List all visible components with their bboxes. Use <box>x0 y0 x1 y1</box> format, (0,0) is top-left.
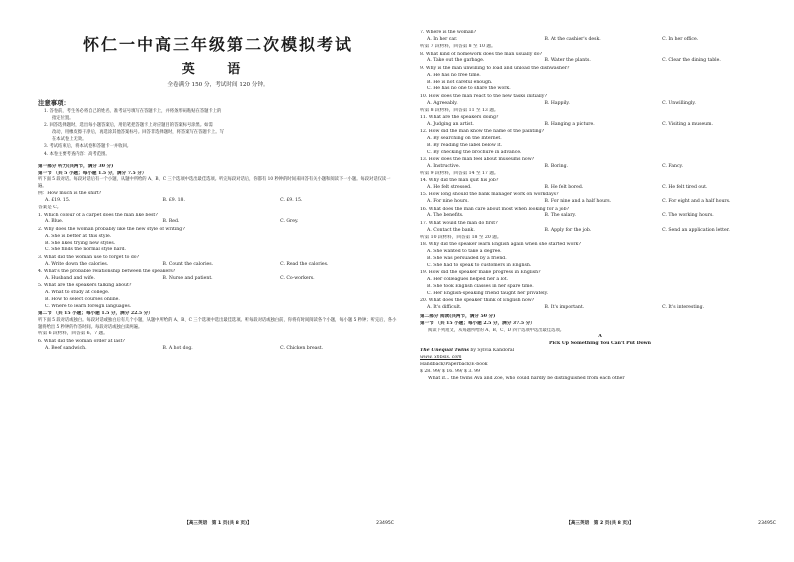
note-line: 3. 考试结束后，将本试卷和答题卡一并收回。 <box>44 144 132 150</box>
option: B. For nine and a half hours. <box>544 199 612 205</box>
part1-heading: 第一部分 听力(共两节，满分 30 分) <box>38 163 114 169</box>
option: B. Boring. <box>544 163 569 169</box>
option: A. The benefits. <box>427 213 464 219</box>
option: A. £19. 15. <box>45 198 71 204</box>
question-options <box>420 185 780 192</box>
question: 8. What kind of homework does the man usually do? <box>420 51 542 57</box>
reading-directions: 阅读下列短文，从每题所给的 A、B、C、D 四个选项中选出最佳选项。 <box>428 327 565 333</box>
question: 14. Why did the man quit his job? <box>420 178 499 184</box>
option: C. Grey. <box>280 219 299 225</box>
question: 6. What did the woman order at last? <box>38 338 125 344</box>
option: C. Her English-speaking friend taught her privately. <box>427 290 549 296</box>
option: C. She finds the normal style hard. <box>45 247 127 253</box>
question: 13. How does the man feel about museums now? <box>420 157 535 163</box>
option: C. Fancy. <box>662 163 683 169</box>
option: B. A hot dog. <box>162 345 193 351</box>
book-url: www. xhbsls. com <box>420 355 462 361</box>
reading-section1-heading: 第一节 （共 15 小题；每小题 2.5 分，满分 37.5 分） <box>420 320 535 326</box>
section2-directions: 听下面 5 段对话或独白。每段对话或独白后有几个小题，从题中所给的 A、B、C 三个选项中选出最佳选项。听每段对话或独白前，你将有时间阅读各个小题，每小题 5 秒钟；听完后，各小题将给出 5 秒钟的作答时间。每段对话或独白读两遍。 <box>38 317 397 330</box>
option: B. She took English classes in her spare time. <box>427 283 534 289</box>
material-note: 听第 8 段材料，回答第 11 至 13 题。 <box>420 107 499 113</box>
question: 10. How does the man react to the new tasks initially? <box>420 93 547 99</box>
passage-letter: A <box>598 334 602 340</box>
question: 20. What does the speaker think of English now? <box>420 297 535 303</box>
notes-heading: 注意事项： <box>38 99 70 107</box>
notes-list <box>38 108 398 158</box>
option: C. The working hours. <box>662 213 714 219</box>
option: B. £9. 18. <box>162 198 185 204</box>
question: 2. Why does the woman probably like the new style of writing? <box>38 226 185 232</box>
option: A. Agreeably. <box>427 100 458 106</box>
book-title: The Unequal Twins <box>420 348 469 354</box>
section1-heading: 第一节 （共 5 小题；每小题 1.5 分，满分 7.5 分） <box>38 170 147 176</box>
option: B. She was persuaded by a friend. <box>427 255 507 261</box>
option: A. Instructive. <box>427 163 461 169</box>
option: A. It's difficult. <box>427 304 462 310</box>
note-line: 指定位置。 <box>52 116 74 122</box>
book-format: Handback/Paperback/E-book <box>420 361 488 367</box>
exam-title: 怀仁一中高三年级第二次模拟考试 <box>82 36 353 54</box>
part2-heading: 第二部分 阅读(共两节，满分 50 分) <box>420 313 496 319</box>
option: C. Read the calories. <box>280 261 329 267</box>
option: C. Chicken breast. <box>280 345 324 351</box>
example-answer: 答案是 C。 <box>38 205 62 211</box>
page-footer <box>38 521 398 530</box>
note-line: 4. 本卷主要考查内容：高考范围。 <box>44 151 110 157</box>
option: A. Blue. <box>45 219 64 225</box>
option: B. Red. <box>162 219 180 225</box>
option: C. Co-workers. <box>280 275 315 281</box>
option: C. By checking the brochure in advance. <box>427 149 522 155</box>
book-author: by Sylvia Kandoral <box>468 348 515 354</box>
option: B. Nurse and patient. <box>162 275 213 281</box>
question: 17. What would the man do first? <box>420 220 498 226</box>
option: C. He has no one to share the work. <box>427 86 511 92</box>
option: B. At the cashier's desk. <box>544 37 601 43</box>
option: A. For nine hours. <box>427 199 469 205</box>
question-options <box>38 276 398 283</box>
question-options <box>420 164 780 171</box>
example-question: 例：How much is the shirt? <box>38 191 102 197</box>
option: B. Hanging a picture. <box>544 121 595 127</box>
question-options <box>38 262 398 269</box>
question-options <box>420 37 780 44</box>
option: C. Clear the dining table. <box>662 58 721 64</box>
option: B. He is not careful enough. <box>427 79 493 85</box>
question-options <box>38 346 398 353</box>
question: 7. Where is the woman? <box>420 30 477 36</box>
question: 16. What does the man care about most when looking for a job? <box>420 206 569 212</box>
option: B. Apply for the job. <box>544 227 592 233</box>
option: C. Visiting a museum. <box>662 121 713 127</box>
question-options <box>420 101 780 108</box>
option: B. Happily. <box>544 100 570 106</box>
section1-directions: 听下面 5 段对话。每段对话后有一个小题，从题中所给的 A、B、C 三个选项中选出最佳选项。听完每段对话后，你都有 10 秒钟的时间来回答有关小题和阅读下一小题。每段对话仅读一遍。 <box>38 177 391 190</box>
book-line <box>420 348 780 355</box>
material-note: 听第 10 段材料，回答第 18 至 20 题。 <box>420 234 502 240</box>
option: A. What to study at college. <box>45 290 110 296</box>
material-note: 听第 7 段材料，回答第 8 至 10 题。 <box>420 44 496 50</box>
footer-page-label: 【高三英语 第 1 页(共 8 页)】 <box>184 521 252 526</box>
question-options <box>420 58 780 65</box>
question: 1. Which colour of a carpet does the man like best? <box>38 212 158 218</box>
footer-code: 23495C <box>376 521 394 526</box>
option: A. He felt stressed. <box>427 185 472 191</box>
option: B. It's important. <box>544 304 585 310</box>
option: A. Write down the calories. <box>45 261 109 267</box>
option: C. It's interesting. <box>662 304 705 310</box>
option: A. By searching on the Internet. <box>427 135 502 141</box>
option: A. Her colleagues helped her a lot. <box>427 276 509 282</box>
option: A. She is better at this style. <box>45 233 112 239</box>
option: C. She had to speak to customers in English. <box>427 262 532 268</box>
page-footer <box>420 521 780 530</box>
question: 9. Why is the man unwilling to load and unload the dishwasher? <box>420 65 570 71</box>
book-text: What if… the twins Ava and Zoe, who could hardly be distinguished from each other <box>428 375 625 381</box>
question: 18. Why did the speaker learn English again when she started work? <box>420 241 581 247</box>
question: 5. What are the speakers talking about? <box>38 283 132 289</box>
note-line: 改动，用橡皮擦干净后，再选涂其他答案标号。回答非选择题时，将答案写在答题卡上。写 <box>52 130 224 136</box>
option: C. Where to learn foreign languages. <box>45 303 132 309</box>
book-price: $ 28. 99/ $ 16. 99/ $ 3. 99 <box>420 368 481 374</box>
question: 15. How long should the bank manager work on workdays? <box>420 192 559 198</box>
note-line: 在本试卷上无效。 <box>52 137 87 143</box>
question: 12. How did the man know the name of the painting? <box>420 129 545 135</box>
option: A. Judging an artist. <box>427 121 474 127</box>
option: A. Beef sandwich. <box>45 345 87 351</box>
passage-title: Pick Up Something You Can't Put Down <box>549 341 651 347</box>
question-options <box>420 305 780 312</box>
option: A. She wanted to take a degree. <box>427 248 502 254</box>
question-options <box>420 213 780 220</box>
option: A. Husband and wife. <box>45 275 95 281</box>
option: B. She likes trying new styles. <box>45 240 116 246</box>
question: 4. What's the probable relationship between the speakers? <box>38 268 176 274</box>
question-options <box>38 219 398 226</box>
material-note: 听第 6 段材料，回答第 6、7 题。 <box>38 331 108 337</box>
exam-page-right <box>420 30 780 530</box>
option: C. £9. 15. <box>280 198 303 204</box>
material-note: 听第 9 段材料，回答第 14 至 17 题。 <box>420 170 499 176</box>
option: B. By reading the label below it. <box>427 142 502 148</box>
option: B. Water the plants. <box>544 58 591 64</box>
option: A. In her car. <box>427 37 458 43</box>
option: B. How to select courses online. <box>45 297 120 302</box>
option: C. Unwillingly. <box>662 100 696 106</box>
option: C. Send an application letter. <box>662 227 730 233</box>
question: 19. How did the speaker make progress in English? <box>420 269 541 275</box>
question-options <box>420 228 780 235</box>
question: 11. What are the speakers doing? <box>420 114 499 120</box>
option: C. In her office. <box>662 37 699 43</box>
subject-heading: 英 语 <box>181 62 255 77</box>
question-options <box>420 122 780 129</box>
option: B. The salary. <box>544 213 576 219</box>
option: C. He felt tired out. <box>662 185 708 191</box>
question-options <box>420 199 780 206</box>
option: A. He has no free time. <box>427 72 481 78</box>
note-line: 1. 答卷前，考生务必将自己的姓名、准考证号填写在答题卡上，并将条形码粘贴在答题卡上的 <box>44 109 222 114</box>
footer-page-label: 【高三英语 第 2 页(共 8 页)】 <box>566 521 634 526</box>
note-line: 2. 回答选择题时，选出每小题答案后，用铅笔把答题卡上对应题目的答案标号涂黑。如需 <box>44 123 213 129</box>
footer-code: 23495C <box>758 521 776 526</box>
option: B. Count the calories. <box>162 261 214 267</box>
question: 3. What did the woman use to forget to do? <box>38 254 140 260</box>
option: B. He felt bored. <box>544 185 584 191</box>
option: C. For eight and a half hours. <box>662 199 731 205</box>
exam-page-left <box>38 30 398 530</box>
example-options <box>38 198 398 205</box>
exam-meta: 全卷满分 150 分，考试时间 120 分钟。 <box>167 82 269 88</box>
option: A. Take out the garbage. <box>427 58 485 64</box>
section2-heading: 第二节 （共 15 小题；每小题 1.5 分，满分 22.5 分） <box>38 310 153 316</box>
option: A. Contact the bank. <box>427 227 475 233</box>
